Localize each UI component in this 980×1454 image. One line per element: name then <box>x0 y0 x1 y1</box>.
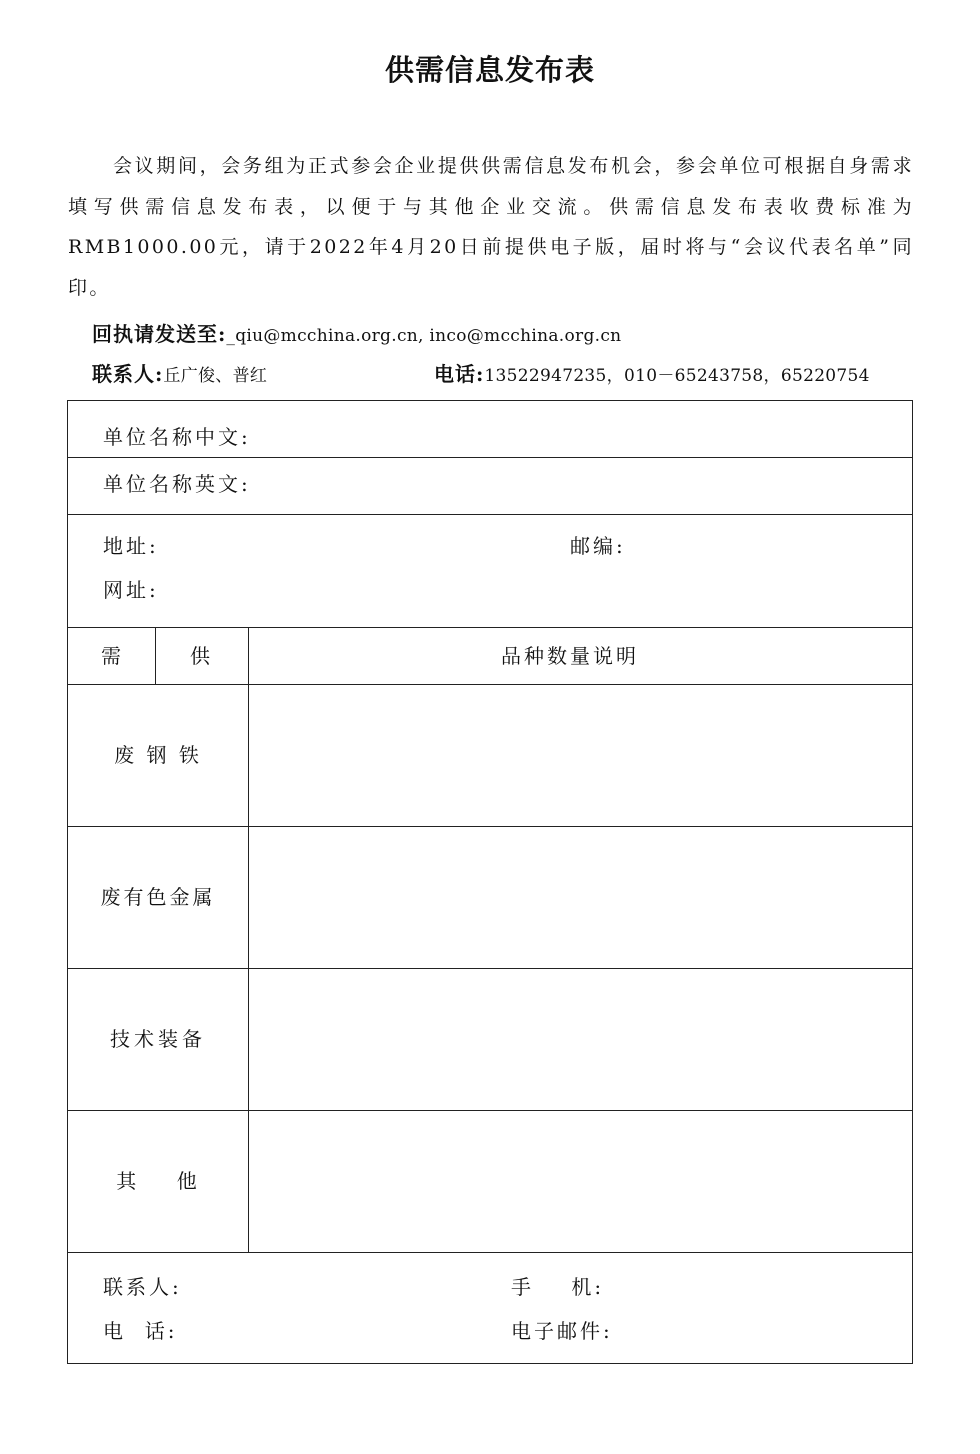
reply-label: 回执请发送至: <box>92 322 227 346</box>
website-field[interactable]: 网址: <box>103 578 159 602</box>
row-divider <box>68 1252 912 1253</box>
phone-label: 电话: <box>434 362 485 386</box>
phone-group <box>434 358 870 387</box>
page-title: 供需信息发布表 <box>384 53 595 87</box>
row-divider <box>68 457 912 458</box>
row-divider <box>68 684 912 685</box>
row-divider <box>68 1110 912 1111</box>
info-form-table <box>67 400 913 1364</box>
postcode-field[interactable]: 邮编: <box>570 534 626 558</box>
contact-person-field[interactable]: 联系人: <box>103 1275 182 1299</box>
address-field[interactable]: 地址: <box>103 534 159 558</box>
row-divider <box>68 968 912 969</box>
mobile-field[interactable]: 手 机: <box>511 1275 605 1299</box>
company-en-field[interactable]: 单位名称英文: <box>103 472 251 496</box>
category-tech-equipment: 技术装备 <box>110 1027 206 1051</box>
header-demand: 需 <box>101 644 124 668</box>
contact-names: 丘广俊、普红 <box>163 366 268 386</box>
intro-paragraph: 会议期间，会务组为正式参会企业提供供需信息发布机会，参会单位可根据自身需求填写供需信息发布表，以便于与其他企业交流。供需信息发布表收费标准为RMB1000.00元，请于2022年4月20日前提供电子版，届时将与“会议代表名单”同印。 <box>68 155 914 299</box>
contact-label: 联系人: <box>92 362 164 386</box>
row-divider <box>68 826 912 827</box>
category-scrap-nonferrous: 废有色金属 <box>100 885 216 909</box>
company-cn-field[interactable]: 单位名称中文: <box>103 425 251 449</box>
telephone-field[interactable]: 电 话: <box>103 1319 178 1343</box>
col-divider <box>248 627 249 1252</box>
category-other: 其 他 <box>116 1169 200 1193</box>
header-description: 品种数量说明 <box>501 644 639 668</box>
header-supply: 供 <box>190 644 213 668</box>
contact-line <box>92 358 912 387</box>
row-divider <box>68 514 912 515</box>
category-scrap-steel: 废 钢 铁 <box>114 743 202 767</box>
row-divider <box>68 627 912 628</box>
phone-numbers: 13522947235，010－65243758，65220754 <box>484 366 870 386</box>
col-divider <box>155 627 156 684</box>
email-field[interactable]: 电子邮件: <box>511 1319 613 1343</box>
reply-emails[interactable]: _qiu@mcchina.org.cn, inco@mcchina.org.cn <box>226 326 622 346</box>
reply-line <box>92 318 621 347</box>
